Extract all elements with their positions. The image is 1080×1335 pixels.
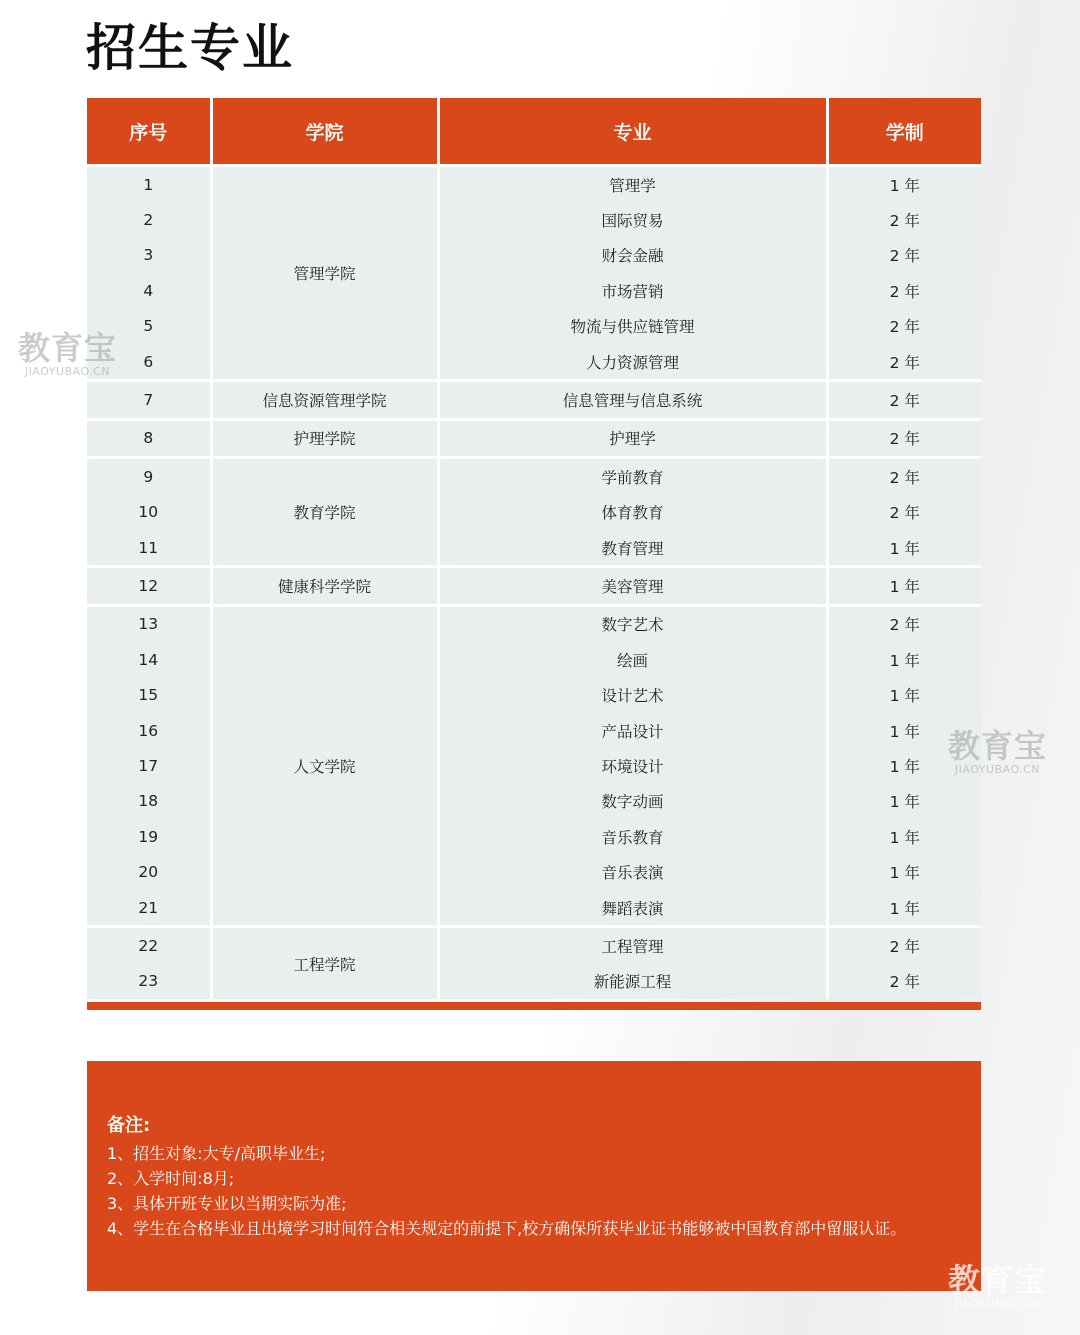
cell-major: 体育教育 bbox=[438, 495, 827, 530]
notes-box bbox=[87, 1061, 981, 1291]
cell-major: 物流与供应链管理 bbox=[438, 309, 827, 344]
cell-no: 11 bbox=[87, 530, 211, 567]
header-major: 专业 bbox=[438, 98, 827, 166]
cell-duration: 2 年 bbox=[827, 964, 981, 999]
cell-no: 21 bbox=[87, 890, 211, 927]
table-row bbox=[87, 567, 981, 605]
cell-duration: 2 年 bbox=[827, 309, 981, 344]
cell-no: 5 bbox=[87, 309, 211, 344]
cell-major: 信息管理与信息系统 bbox=[438, 381, 827, 419]
header-college: 学院 bbox=[211, 98, 438, 166]
cell-duration: 1 年 bbox=[827, 713, 981, 748]
cell-duration: 2 年 bbox=[827, 458, 981, 495]
watermark-domain: JIAOYUBAO.CN bbox=[24, 365, 111, 378]
cell-no: 9 bbox=[87, 458, 211, 495]
cell-college: 教育学院 bbox=[211, 458, 438, 567]
cell-duration: 2 年 bbox=[827, 419, 981, 457]
cell-no: 15 bbox=[87, 677, 211, 712]
cell-no: 22 bbox=[87, 927, 211, 964]
cell-major: 数字动画 bbox=[438, 784, 827, 819]
cell-duration: 1 年 bbox=[827, 166, 981, 203]
cell-no: 3 bbox=[87, 238, 211, 273]
cell-no: 23 bbox=[87, 964, 211, 999]
table-row bbox=[87, 419, 981, 457]
table-row bbox=[87, 166, 981, 203]
cell-major: 市场营销 bbox=[438, 273, 827, 308]
cell-major: 美容管理 bbox=[438, 567, 827, 605]
cell-major: 国际贸易 bbox=[438, 202, 827, 237]
page-title: 招生专业 bbox=[86, 19, 294, 77]
cell-major: 绘画 bbox=[438, 642, 827, 677]
cell-duration: 1 年 bbox=[827, 530, 981, 567]
notes-line-4: 4、学生在合格毕业且出境学习时间符合相关规定的前提下,校方确保所获毕业证书能够被中国教育部中留服认证。 bbox=[107, 1219, 907, 1238]
cell-no: 13 bbox=[87, 605, 211, 642]
majors-table bbox=[87, 98, 981, 999]
watermark-left bbox=[18, 330, 117, 378]
watermark-logo-text: 教育宝 bbox=[948, 1261, 1048, 1299]
watermark-domain: JIAOYUBAO.CN bbox=[954, 1297, 1041, 1310]
cell-duration: 1 年 bbox=[827, 748, 981, 783]
table-row bbox=[87, 381, 981, 419]
cell-major: 环境设计 bbox=[438, 748, 827, 783]
notes-title: 备注: bbox=[107, 1115, 151, 1136]
cell-college: 人文学院 bbox=[211, 605, 438, 927]
cell-duration: 2 年 bbox=[827, 202, 981, 237]
majors-table-container bbox=[87, 98, 981, 1010]
cell-no: 12 bbox=[87, 567, 211, 605]
table-bottom-bar bbox=[87, 1002, 981, 1010]
header-no: 序号 bbox=[87, 98, 211, 166]
notes-line-2: 2、入学时间:8月; bbox=[107, 1169, 235, 1188]
cell-major: 数字艺术 bbox=[438, 605, 827, 642]
cell-duration: 2 年 bbox=[827, 238, 981, 273]
table-row bbox=[87, 605, 981, 642]
watermark-bottom bbox=[948, 1262, 1047, 1310]
cell-major: 护理学 bbox=[438, 419, 827, 457]
header-duration: 学制 bbox=[827, 98, 981, 166]
table-row bbox=[87, 458, 981, 495]
cell-duration: 1 年 bbox=[827, 784, 981, 819]
table-body bbox=[87, 166, 981, 999]
cell-no: 17 bbox=[87, 748, 211, 783]
cell-no: 16 bbox=[87, 713, 211, 748]
cell-duration: 1 年 bbox=[827, 642, 981, 677]
cell-college: 护理学院 bbox=[211, 419, 438, 457]
cell-duration: 2 年 bbox=[827, 273, 981, 308]
cell-major: 舞蹈表演 bbox=[438, 890, 827, 927]
cell-college: 信息资源管理学院 bbox=[211, 381, 438, 419]
cell-duration: 2 年 bbox=[827, 495, 981, 530]
cell-no: 8 bbox=[87, 419, 211, 457]
cell-major: 工程管理 bbox=[438, 927, 827, 964]
cell-no: 7 bbox=[87, 381, 211, 419]
table-row bbox=[87, 927, 981, 964]
cell-no: 1 bbox=[87, 166, 211, 203]
table-header-row bbox=[87, 98, 981, 166]
cell-college: 管理学院 bbox=[211, 166, 438, 381]
watermark-right bbox=[948, 728, 1047, 776]
cell-duration: 2 年 bbox=[827, 605, 981, 642]
cell-major: 音乐教育 bbox=[438, 819, 827, 854]
cell-no: 18 bbox=[87, 784, 211, 819]
cell-major: 教育管理 bbox=[438, 530, 827, 567]
watermark-domain: JIAOYUBAO.CN bbox=[954, 763, 1041, 776]
cell-no: 2 bbox=[87, 202, 211, 237]
notes-line-1: 1、招生对象:大专/高职毕业生; bbox=[107, 1144, 326, 1163]
cell-major: 财会金融 bbox=[438, 238, 827, 273]
cell-college: 健康科学学院 bbox=[211, 567, 438, 605]
cell-duration: 1 年 bbox=[827, 677, 981, 712]
cell-no: 20 bbox=[87, 854, 211, 889]
cell-no: 10 bbox=[87, 495, 211, 530]
cell-no: 4 bbox=[87, 273, 211, 308]
cell-major: 学前教育 bbox=[438, 458, 827, 495]
cell-duration: 2 年 bbox=[827, 381, 981, 419]
cell-duration: 1 年 bbox=[827, 567, 981, 605]
cell-major: 管理学 bbox=[438, 166, 827, 203]
cell-major: 新能源工程 bbox=[438, 964, 827, 999]
cell-major: 产品设计 bbox=[438, 713, 827, 748]
cell-duration: 1 年 bbox=[827, 890, 981, 927]
notes-line-3: 3、具体开班专业以当期实际为准; bbox=[107, 1194, 347, 1213]
cell-no: 14 bbox=[87, 642, 211, 677]
cell-no: 19 bbox=[87, 819, 211, 854]
cell-major: 音乐表演 bbox=[438, 854, 827, 889]
cell-major: 设计艺术 bbox=[438, 677, 827, 712]
cell-duration: 1 年 bbox=[827, 854, 981, 889]
cell-duration: 1 年 bbox=[827, 819, 981, 854]
cell-major: 人力资源管理 bbox=[438, 344, 827, 381]
cell-duration: 2 年 bbox=[827, 344, 981, 381]
cell-duration: 2 年 bbox=[827, 927, 981, 964]
watermark-logo-text: 教育宝 bbox=[948, 727, 1048, 765]
cell-college: 工程学院 bbox=[211, 927, 438, 999]
watermark-logo-text: 教育宝 bbox=[18, 329, 118, 367]
cell-no: 6 bbox=[87, 344, 211, 381]
